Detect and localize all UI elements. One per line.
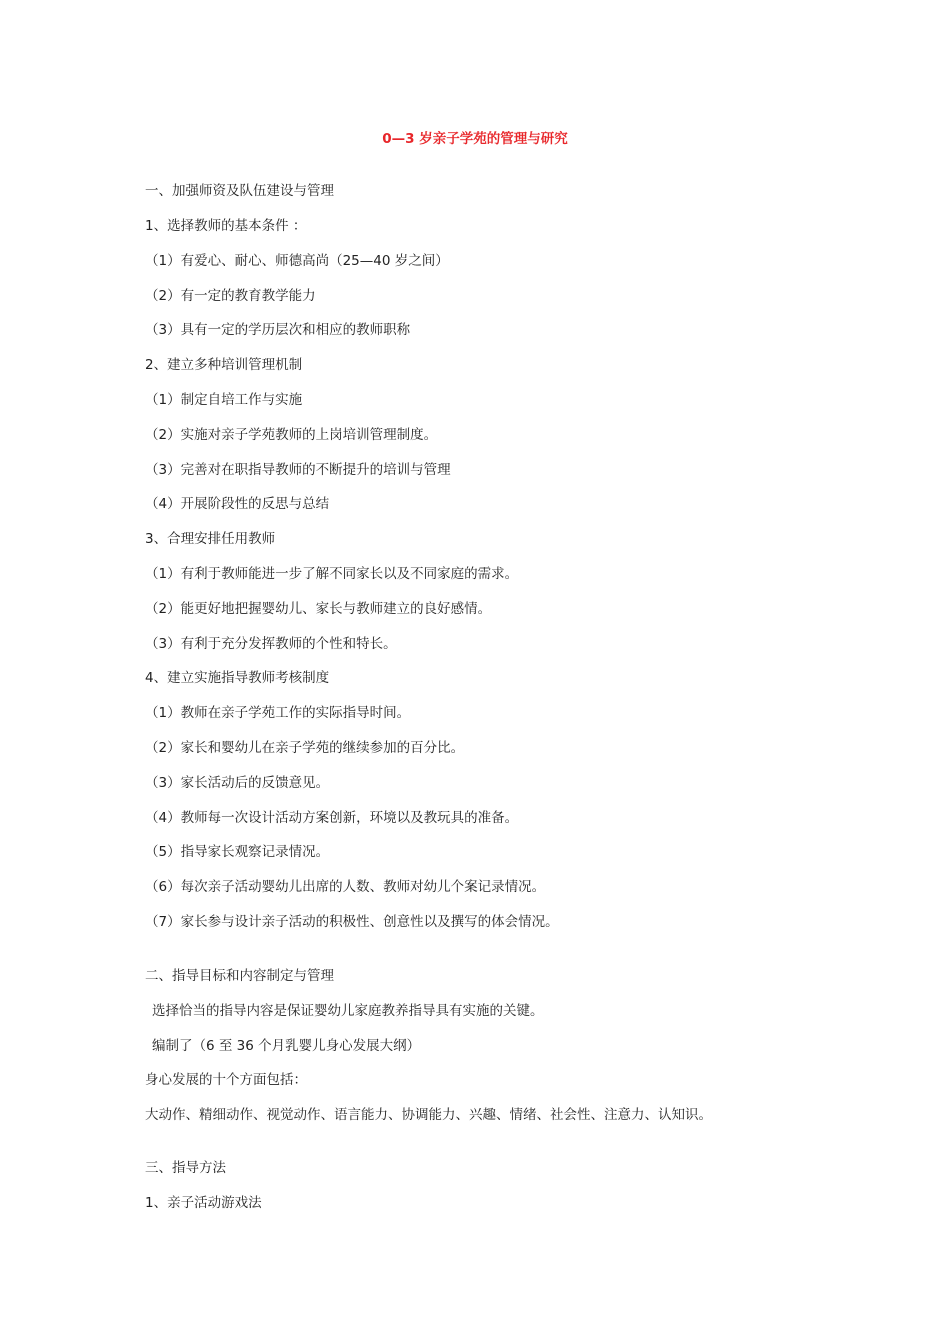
paragraph: 选择恰当的指导内容是保证婴幼儿家庭教养指导具有实施的关键。 bbox=[152, 1003, 544, 1019]
list-item: （3）具有一定的学历层次和相应的教师职称 bbox=[145, 322, 411, 338]
list-item: （7）家长参与设计亲子活动的积极性、创意性以及撰写的体会情况。 bbox=[145, 914, 559, 930]
paragraph: 大动作、精细动作、视觉动作、语言能力、协调能力、兴趣、情绪、社会性、注意力、认知识。 bbox=[145, 1107, 712, 1123]
section-heading-2: 二、指导目标和内容制定与管理 bbox=[145, 968, 334, 984]
list-item: （4）教师每一次设计活动方案创新，环境以及教玩具的准备。 bbox=[145, 810, 519, 826]
list-item: （1）有爱心、耐心、师德高尚（25—40 岁之间） bbox=[145, 253, 449, 269]
list-item: （1）教师在亲子学苑工作的实际指导时间。 bbox=[145, 705, 411, 721]
list-item: （5）指导家长观察记录情况。 bbox=[145, 844, 330, 860]
list-item: （3）完善对在职指导教师的不断提升的培训与管理 bbox=[145, 462, 451, 478]
list-item: （4）开展阶段性的反思与总结 bbox=[145, 496, 330, 512]
list-item: （2）家长和婴幼儿在亲子学苑的继续参加的百分比。 bbox=[145, 740, 465, 756]
list-item: （3）家长活动后的反馈意见。 bbox=[145, 775, 330, 791]
subheading: 4、建立实施指导教师考核制度 bbox=[145, 670, 330, 686]
subheading: 2、建立多种培训管理机制 bbox=[145, 357, 303, 373]
section-heading-3: 三、指导方法 bbox=[145, 1160, 226, 1176]
subheading: 3、合理安排任用教师 bbox=[145, 531, 276, 547]
section-heading-1: 一、加强师资及队伍建设与管理 bbox=[145, 183, 334, 199]
list-item: （3）有利于充分发挥教师的个性和特长。 bbox=[145, 636, 397, 652]
paragraph: 编制了（6 至 36 个月乳婴儿身心发展大纲） bbox=[152, 1038, 421, 1054]
paragraph: 身心发展的十个方面包括： bbox=[145, 1072, 307, 1088]
list-item: （1）有利于教师能进一步了解不同家长以及不同家庭的需求。 bbox=[145, 566, 519, 582]
subheading: 1、亲子活动游戏法 bbox=[145, 1195, 262, 1211]
subheading: 1、选择教师的基本条件 ： bbox=[145, 218, 307, 234]
list-item: （2）实施对亲子学苑教师的上岗培训管理制度。 bbox=[145, 427, 438, 443]
list-item: （6）每次亲子活动婴幼儿出席的人数、教师对幼儿个案记录情况。 bbox=[145, 879, 546, 895]
list-item: （2）有一定的教育教学能力 bbox=[145, 288, 316, 304]
document-title: 0—3 岁亲子学苑的管理与研究 bbox=[382, 131, 568, 147]
list-item: （2）能更好地把握婴幼儿、家长与教师建立的良好感情。 bbox=[145, 601, 492, 617]
list-item: （1）制定自培工作与实施 bbox=[145, 392, 303, 408]
